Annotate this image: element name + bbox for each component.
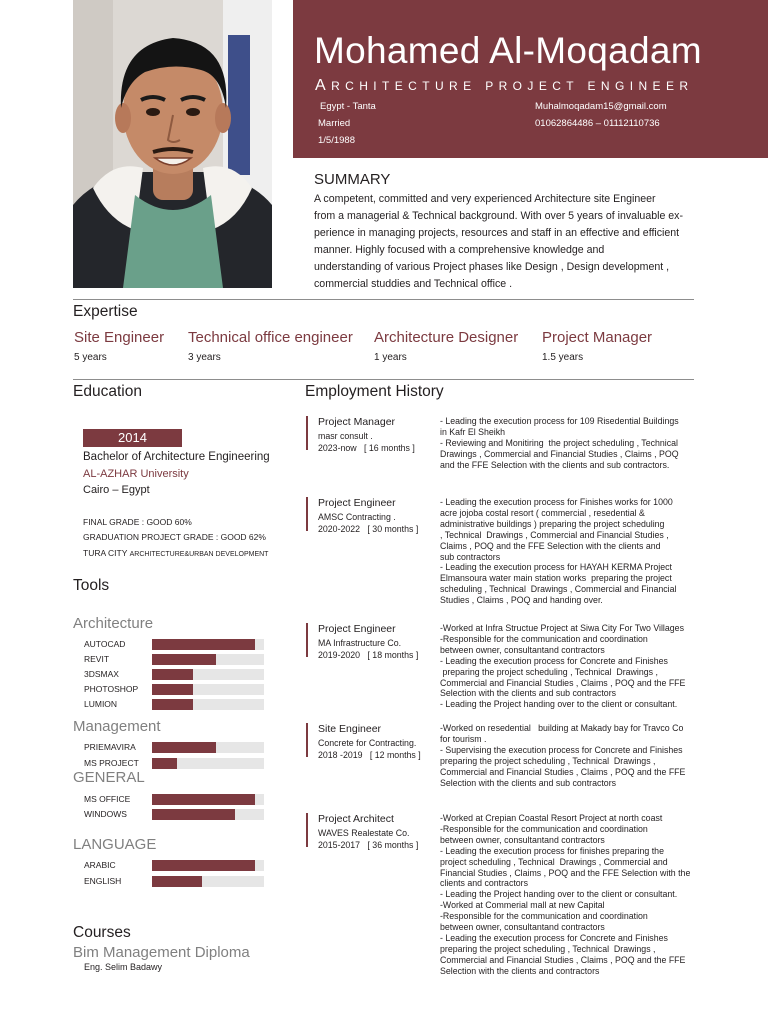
tura-city-label: TURA CITY xyxy=(83,548,130,558)
skill-row xyxy=(84,639,266,650)
job-entry xyxy=(306,813,726,983)
job-company: AMSC Contracting . xyxy=(318,512,396,522)
job-duration: [ 36 months ] xyxy=(367,840,419,850)
job-description-line: in Kafr El Sheikh xyxy=(440,426,506,437)
expertise-years: 3 years xyxy=(188,352,221,363)
courses-heading: Courses xyxy=(73,924,131,941)
job-description-line: -Worked at Infra Structue Project at Siwa City For Two Villages xyxy=(440,623,684,633)
job-duration: [ 18 months ] xyxy=(367,650,419,660)
job-description-line: - Supervising the execution process for Concrete and Finishes xyxy=(440,744,683,755)
summary-heading: SUMMARY xyxy=(314,171,391,188)
job-role: Site Engineer xyxy=(318,723,382,735)
skill-label: AUTOCAD xyxy=(84,639,126,649)
skill-group-title: Architecture xyxy=(73,615,154,632)
summary-line: from a managerial & Technical background. With over 5 years of invaluable ex- xyxy=(314,210,684,222)
skill-bar xyxy=(152,758,264,769)
skill-bar xyxy=(152,654,264,665)
job-description xyxy=(440,723,712,788)
skill-label: PHOTOSHOP xyxy=(84,684,139,694)
job-description-line: preparing the project scheduling , Technical Drawings , xyxy=(440,666,658,677)
job-role: Project Engineer xyxy=(318,497,396,509)
skill-fill xyxy=(152,654,216,665)
skill-row xyxy=(84,654,266,665)
job-description-line: sub contractors xyxy=(440,551,501,562)
job-description-line: -Worked at Crepian Coastal Resort Project at north coast xyxy=(440,813,663,823)
job-description-line: and the FFE Selection with the clients and sub contractors. xyxy=(440,459,670,470)
job-description-line: project scheduling , Technical Drawings , Commercial and xyxy=(440,856,668,867)
skill-bar xyxy=(152,699,264,710)
tura-city-project xyxy=(83,548,268,558)
skill-bar xyxy=(152,669,264,680)
job-description-line: - Leading the execution process for Finishes works for 1000 xyxy=(440,497,673,507)
job-description-line: - Leading the execution process for finishes preparing the xyxy=(440,845,664,856)
job-description xyxy=(440,623,712,710)
job-dates xyxy=(318,840,418,850)
candidate-title: ARCHITECTURE PROJECT ENGINEER xyxy=(315,77,694,94)
job-dates xyxy=(318,443,415,453)
job-description-line: Selection with the clients and sub contractors xyxy=(440,688,617,699)
header-banner xyxy=(293,0,768,158)
skill-bar xyxy=(152,860,264,871)
job-role: Project Architect xyxy=(318,813,394,825)
employment-heading: Employment History xyxy=(305,383,444,400)
skill-bar xyxy=(152,639,264,650)
job-description-line: Financial Studies , Claims , POQ and the FFE Selection with the xyxy=(440,867,691,878)
divider xyxy=(73,299,694,300)
job-description-line: scheduling , Technical Drawings , Commercial and Financial xyxy=(440,584,677,595)
job-description-line: -Responsible for the communication and coordination xyxy=(440,823,648,834)
job-description-line: between owner, consultantand contractors xyxy=(440,834,605,845)
expertise-years: 1.5 years xyxy=(542,352,584,363)
job-dates xyxy=(318,750,421,760)
expertise-name: Technical office engineer xyxy=(188,329,353,346)
divider xyxy=(73,379,694,380)
skill-fill xyxy=(152,699,193,710)
job-description-line: -Responsible for the communication and coordination xyxy=(440,633,648,644)
job-role: Project Manager xyxy=(318,416,396,428)
job-description-line: acre jojoba costal resort ( commercial , resedential & xyxy=(440,507,645,518)
job-company: masr consult . xyxy=(318,431,373,441)
final-grade: FINAL GRADE : GOOD 60% xyxy=(83,517,192,527)
job-description-line: -Worked at Commerial mall at new Capital xyxy=(440,900,605,911)
job-company: Concrete for Contracting. xyxy=(318,738,417,748)
job-company: MA Infrastructure Co. xyxy=(318,638,402,648)
job-marker xyxy=(306,497,308,531)
job-period: 2015-2017 xyxy=(318,840,361,850)
summary-line: understanding of various Project phases like Design , Design development , xyxy=(314,261,670,273)
skill-fill xyxy=(152,809,235,820)
skill-label: WINDOWS xyxy=(84,809,127,819)
skill-row xyxy=(84,758,266,769)
expertise-item xyxy=(74,328,164,365)
skill-group-title: GENERAL xyxy=(73,769,145,786)
job-description-line: between owner, consultantand contractors xyxy=(440,644,605,655)
job-description-line: Selection with the clients and sub contractors xyxy=(440,777,617,788)
skill-row xyxy=(84,699,266,710)
skill-fill xyxy=(152,684,193,695)
job-description-line: Commercial and Financial Studies , Claims , POQ and the FFE xyxy=(440,954,686,965)
course-instructor: Eng. Selim Badawy xyxy=(84,962,163,972)
skill-label: ENGLISH xyxy=(84,876,122,886)
tools-heading: Tools xyxy=(73,577,110,594)
project-grade: GRADUATION PROJECT GRADE : GOOD 62% xyxy=(83,532,266,542)
job-description-line: - Leading the execution process for Concrete and Finishes xyxy=(440,932,668,943)
job-description-line: Studies , Claims , POQ and handing over. xyxy=(440,595,603,606)
summary-line: manner. Highly focused with a comprehensive knowledge and xyxy=(314,244,605,256)
job-description-line: for tourism . xyxy=(440,733,487,744)
course-name: Bim Management Diploma xyxy=(73,944,250,961)
skill-row xyxy=(84,684,266,695)
graduation-year-badge: 2014 xyxy=(83,429,182,447)
job-description-line: Claims , POQ and the FFE Selection with the clients and xyxy=(440,540,661,551)
skill-fill xyxy=(152,876,202,887)
job-marker xyxy=(306,723,308,757)
job-description xyxy=(440,813,712,977)
skill-fill xyxy=(152,860,255,871)
skill-fill xyxy=(152,742,216,753)
job-dates xyxy=(318,524,418,534)
university: AL-AZHAR University xyxy=(83,468,189,480)
skill-label: 3DSMAX xyxy=(84,669,119,679)
summary-text xyxy=(314,191,698,293)
job-entry xyxy=(306,416,726,476)
expertise-name: Architecture Designer xyxy=(374,329,519,346)
job-entry xyxy=(306,723,726,793)
location: Egypt - Tanta xyxy=(320,101,376,112)
marital-status: Married xyxy=(318,118,351,129)
degree: Bachelor of Architecture Engineering xyxy=(83,451,270,463)
phone-numbers: 01062864486 – 01112110736 xyxy=(535,118,660,129)
job-description-line: - Leading the execution process for HAYAH KERMA Project xyxy=(440,562,672,573)
expertise-item xyxy=(374,328,518,365)
skill-bar xyxy=(152,742,264,753)
skill-label: MS OFFICE xyxy=(84,794,131,804)
skill-bar xyxy=(152,794,264,805)
expertise-heading: Expertise xyxy=(73,303,138,320)
skill-row xyxy=(84,809,266,820)
expertise-years: 1 years xyxy=(374,352,407,363)
job-description-line: between owner, consultantand contractors xyxy=(440,922,605,933)
expertise-item xyxy=(188,328,353,365)
job-description-line: -Responsible for the communication and coordination xyxy=(440,911,648,922)
skill-label: MS PROJECT xyxy=(84,758,139,768)
skill-bar xyxy=(152,876,264,887)
job-duration: [ 16 months ] xyxy=(363,443,415,453)
education-heading: Education xyxy=(73,383,142,400)
summary-line: A competent, committed and very experienced Architecture site Engineer xyxy=(314,193,656,205)
skill-row xyxy=(84,742,266,753)
email-address[interactable]: Muhalmoqadam15@gmail.com xyxy=(535,101,667,112)
skill-row xyxy=(84,860,266,871)
skill-group-title: LANGUAGE xyxy=(73,836,157,853)
job-marker xyxy=(306,623,308,657)
job-description-line: - Leading the Project handing over to the client or consultant. xyxy=(440,699,678,710)
job-description-line: - Leading the Project handing over to the client or consultant. xyxy=(440,889,678,900)
job-role: Project Engineer xyxy=(318,623,396,635)
profile-photo xyxy=(73,0,272,288)
job-description-line: - Reviewing and Monitiring the project scheduling , Technical xyxy=(440,437,678,448)
skill-group-title: Management xyxy=(73,718,161,735)
skill-fill xyxy=(152,794,255,805)
skill-label: ARABIC xyxy=(84,860,116,870)
job-period: 2020-2022 xyxy=(318,524,361,534)
job-description-line: Commercial and Financial Studies , Claims , POQ and the FFE xyxy=(440,766,686,777)
job-marker xyxy=(306,416,308,450)
job-entry xyxy=(306,497,726,612)
summary-line: perience in managing projects, resources and staff in an effective and efficient xyxy=(314,227,680,239)
job-period: 2023-now xyxy=(318,443,357,453)
skill-fill xyxy=(152,669,193,680)
job-duration: [ 30 months ] xyxy=(367,524,419,534)
skill-label: PRIEMAVIRA xyxy=(84,742,136,752)
expertise-name: Project Manager xyxy=(542,329,653,346)
skill-row xyxy=(84,669,266,680)
university-city: Cairo – Egypt xyxy=(83,484,150,496)
job-description xyxy=(440,497,712,606)
job-description-line: - Leading the execution process for 109 Risedential Buildings xyxy=(440,416,679,426)
job-description-line: preparing the project scheduling , Technical Drawings , xyxy=(440,943,656,954)
skill-bar xyxy=(152,809,264,820)
expertise-years: 5 years xyxy=(74,352,107,363)
job-description-line: -Worked on resedential building at Makady bay for Travco Co xyxy=(440,723,684,733)
tura-city-detail: ARCHITECTURE&URBAN DEVELOPMENT xyxy=(129,551,269,558)
job-company: WAVES Realestate Co. xyxy=(318,828,410,838)
candidate-name: Mohamed Al-Moqadam xyxy=(314,30,702,71)
job-description-line: Elmansoura water main station works preparing the project xyxy=(440,573,672,584)
skill-row xyxy=(84,794,266,805)
job-entry xyxy=(306,623,726,713)
skill-fill xyxy=(152,639,255,650)
skill-label: REVIT xyxy=(84,654,110,664)
birth-date: 1/5/1988 xyxy=(318,135,355,146)
job-description xyxy=(440,416,712,471)
job-description-line: preparing the project scheduling , Technical Drawings , xyxy=(440,755,656,766)
summary-line: commercial studdies and Technical office . xyxy=(314,278,513,290)
job-description-line: , Technical Drawings , Commercial and Financial Studies , xyxy=(440,529,669,540)
job-description-line: Drawings , Commercial and Financial Studies , Claims , POQ xyxy=(440,448,679,459)
skill-fill xyxy=(152,758,177,769)
job-duration: [ 12 months ] xyxy=(369,750,421,760)
expertise-name: Site Engineer xyxy=(74,329,165,346)
job-description-line: - Leading the execution process for Concrete and Finishes xyxy=(440,655,668,666)
job-description-line: Selection with the clients and contractors xyxy=(440,965,600,976)
job-dates xyxy=(318,650,418,660)
job-description-line: administrative buildings ) preparing the project scheduling xyxy=(440,518,665,529)
job-description-line: clients and contractors xyxy=(440,878,529,889)
job-marker xyxy=(306,813,308,847)
job-period: 2018 -2019 xyxy=(318,750,363,760)
skill-label: LUMION xyxy=(84,699,118,709)
job-description-line: Commercial and Financial Studies , Claims , POQ and the FFE xyxy=(440,677,686,688)
expertise-item xyxy=(542,328,652,365)
skill-bar xyxy=(152,684,264,695)
job-period: 2019-2020 xyxy=(318,650,361,660)
skill-row xyxy=(84,876,266,887)
